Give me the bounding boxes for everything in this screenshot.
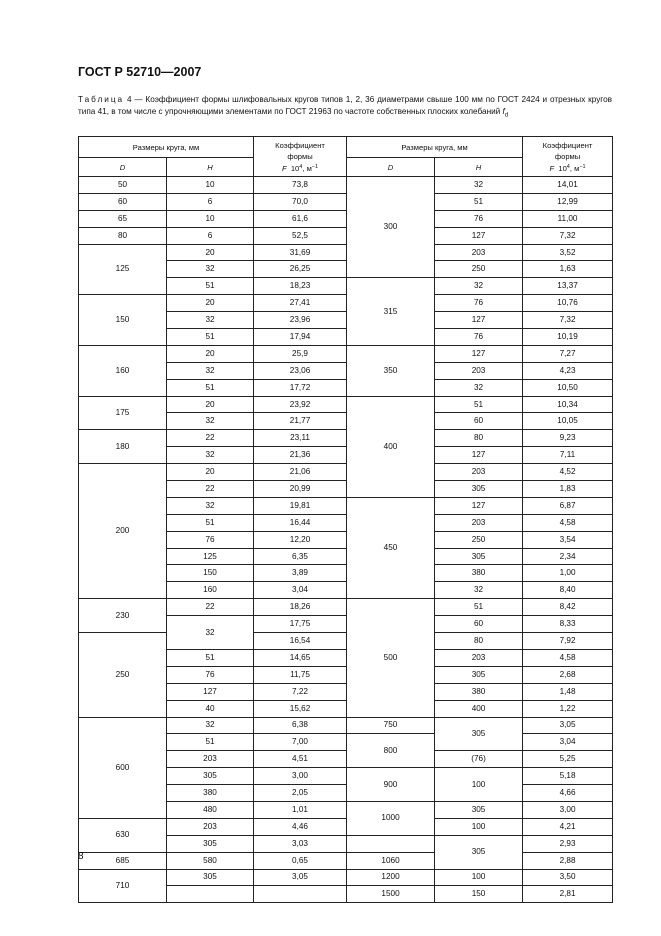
coef-unit-exp: 4 [566, 163, 570, 170]
table-caption [78, 94, 612, 122]
diameter-cell: 180 [79, 430, 167, 464]
height-cell: 203 [435, 649, 523, 666]
height-cell: 203 [167, 751, 254, 768]
table-row [79, 244, 613, 261]
coefficient-cell: 8,42 [523, 599, 613, 616]
coefficient-cell: 1,01 [254, 801, 347, 818]
coefficient-cell: 23,96 [254, 312, 347, 329]
diameter-cell: 300 [347, 177, 435, 278]
coefficient-cell: 17,72 [254, 379, 347, 396]
height-cell: 20 [167, 244, 254, 261]
coefficient-cell: 6,35 [254, 548, 347, 565]
height-cell: 10 [167, 177, 254, 194]
height-cell: 127 [435, 497, 523, 514]
coefficient-cell: 10,05 [523, 413, 613, 430]
height-cell: 10 [167, 210, 254, 227]
height-cell: 480 [167, 801, 254, 818]
height-cell: 380 [435, 565, 523, 582]
coefficient-cell: 21,06 [254, 464, 347, 481]
coef-unit-prefix: 10 [290, 163, 300, 173]
coefficient-cell: 4,21 [523, 818, 613, 835]
coefficient-cell: 27,41 [254, 295, 347, 312]
table-row [79, 227, 613, 244]
caption-symbol: f [502, 107, 505, 116]
diameter-cell: 315 [347, 278, 435, 346]
coef-unit-suffix: , м [569, 163, 580, 173]
diameter-cell: 400 [347, 396, 435, 497]
height-cell: 32 [167, 616, 254, 650]
height-cell: 32 [435, 278, 523, 295]
height-cell: 51 [167, 329, 254, 346]
table-body [79, 177, 613, 903]
coefficient-cell: 4,58 [523, 649, 613, 666]
height-cell: 22 [167, 481, 254, 498]
col-h-header: H [167, 158, 254, 177]
coefficient-cell: 31,69 [254, 244, 347, 261]
height-cell: 305 [167, 768, 254, 785]
height-cell: 32 [167, 447, 254, 464]
height-cell: 305 [167, 835, 254, 852]
table-row [79, 818, 613, 835]
height-cell: 80 [435, 633, 523, 650]
coefficient-cell: 4,46 [254, 818, 347, 835]
diameter-cell: 230 [79, 599, 167, 633]
coefficient-cell: 6,38 [254, 717, 347, 734]
height-cell: 32 [435, 177, 523, 194]
height-cell: 203 [167, 818, 254, 835]
coefficient-cell: 73,8 [254, 177, 347, 194]
coefficient-cell: 3,50 [523, 869, 613, 886]
coefficient-cell: 1,63 [523, 261, 613, 278]
diameter-cell [347, 835, 435, 852]
height-cell: 380 [167, 785, 254, 802]
height-cell: 51 [435, 193, 523, 210]
coefficient-cell: 14,01 [523, 177, 613, 194]
height-cell: 127 [435, 345, 523, 362]
coef-line2: формы [287, 151, 313, 161]
height-cell: 6 [167, 227, 254, 244]
height-cell: 51 [167, 278, 254, 295]
coefficient-cell: 3,00 [254, 768, 347, 785]
diameter-cell: 450 [347, 497, 435, 598]
height-cell: 305 [435, 548, 523, 565]
coefficient-cell: 3,04 [254, 582, 347, 599]
coefficient-cell: 4,23 [523, 362, 613, 379]
height-cell: (76) [435, 751, 523, 768]
table-row [79, 210, 613, 227]
right-coef-header [523, 137, 613, 177]
table-row [79, 396, 613, 413]
height-cell: 150 [435, 886, 523, 903]
coefficient-cell: 3,89 [254, 565, 347, 582]
caption-label: Таблица [78, 95, 125, 104]
height-cell: 160 [167, 582, 254, 599]
height-cell: 32 [167, 497, 254, 514]
coefficient-cell: 26,25 [254, 261, 347, 278]
coef-unit-exp2: −1 [311, 163, 319, 170]
coef-unit-suffix: , м [302, 163, 312, 173]
coefficient-cell: 7,27 [523, 345, 613, 362]
coef-line1: Коэффициент [542, 140, 593, 150]
table-row [79, 869, 613, 886]
coefficient-cell: 10,76 [523, 295, 613, 312]
coefficient-cell: 10,50 [523, 379, 613, 396]
height-cell: 150 [167, 565, 254, 582]
coefficient-cell: 11,75 [254, 666, 347, 683]
coefficient-cell: 21,77 [254, 413, 347, 430]
height-cell: 76 [435, 210, 523, 227]
table-row [79, 193, 613, 210]
coefficient-cell: 52,5 [254, 227, 347, 244]
height-cell: 20 [167, 345, 254, 362]
coefficient-cell: 25,9 [254, 345, 347, 362]
height-cell: 250 [435, 261, 523, 278]
height-cell: 51 [435, 599, 523, 616]
coefficient-cell: 7,11 [523, 447, 613, 464]
diameter-cell: 175 [79, 396, 167, 430]
diameter-cell: 60 [79, 193, 167, 210]
coefficient-cell: 7,92 [523, 633, 613, 650]
coefficient-cell: 20,99 [254, 481, 347, 498]
coefficient-cell: 2,34 [523, 548, 613, 565]
coefficient-cell: 2,81 [523, 886, 613, 903]
height-cell: 32 [167, 717, 254, 734]
coefficient-cell: 23,06 [254, 362, 347, 379]
coefficient-cell: 8,33 [523, 616, 613, 633]
coefficient-cell: 3,54 [523, 531, 613, 548]
height-cell: 305 [435, 481, 523, 498]
table-row [79, 464, 613, 481]
diameter-cell: 630 [79, 818, 167, 852]
height-cell: 60 [435, 616, 523, 633]
coefficient-cell: 17,94 [254, 329, 347, 346]
height-cell: 40 [167, 700, 254, 717]
height-cell: 127 [167, 683, 254, 700]
page-number: 8 [78, 851, 84, 862]
coefficient-cell: 70,0 [254, 193, 347, 210]
col-d-header: D [79, 158, 167, 177]
coefficient-cell: 2,68 [523, 666, 613, 683]
diameter-cell: 1500 [347, 886, 435, 903]
height-cell: 22 [167, 430, 254, 447]
height-cell: 305 [167, 869, 254, 886]
coefficient-cell: 11,00 [523, 210, 613, 227]
height-cell: 127 [435, 447, 523, 464]
height-cell: 100 [435, 818, 523, 835]
height-cell: 20 [167, 396, 254, 413]
table-row [79, 717, 613, 734]
coefficient-cell: 12,20 [254, 531, 347, 548]
right-group-header: Размеры круга, мм [347, 137, 523, 158]
coefficient-cell: 8,40 [523, 582, 613, 599]
height-cell: 203 [435, 464, 523, 481]
coefficient-cell: 7,22 [254, 683, 347, 700]
height-cell [167, 886, 254, 903]
coef-unit-exp2: −1 [579, 163, 586, 170]
height-cell: 127 [435, 227, 523, 244]
coefficient-cell: 1,00 [523, 565, 613, 582]
left-coef-header [254, 137, 347, 177]
height-cell: 32 [435, 582, 523, 599]
table-row [79, 599, 613, 616]
diameter-cell: 900 [347, 768, 435, 802]
diameter-cell: 750 [347, 717, 435, 734]
diameter-cell: 50 [79, 177, 167, 194]
height-cell: 22 [167, 599, 254, 616]
height-cell: 32 [167, 362, 254, 379]
coefficient-cell: 4,51 [254, 751, 347, 768]
coefficient-cell: 16,44 [254, 514, 347, 531]
coef-f: F [549, 163, 555, 173]
height-cell: 127 [435, 312, 523, 329]
coef-f: F [281, 163, 287, 173]
coefficient-cell: 9,23 [523, 430, 613, 447]
diameter-cell: 80 [79, 227, 167, 244]
coefficient-cell: 3,04 [523, 734, 613, 751]
left-group-header: Размеры круга, мм [79, 137, 254, 158]
height-cell: 51 [167, 514, 254, 531]
table-row [79, 295, 613, 312]
height-cell: 305 [435, 717, 523, 751]
height-cell: 32 [167, 312, 254, 329]
coefficient-cell: 6,87 [523, 497, 613, 514]
coefficient-cell: 3,05 [254, 869, 347, 886]
coefficient-cell [254, 886, 347, 903]
coefficient-cell: 3,03 [254, 835, 347, 852]
diameter-cell: 125 [79, 244, 167, 295]
table-row [79, 345, 613, 362]
coefficient-table [78, 136, 613, 903]
coefficient-cell: 13,37 [523, 278, 613, 295]
coefficient-cell: 61,6 [254, 210, 347, 227]
diameter-cell: 600 [79, 717, 167, 818]
coefficient-cell: 5,18 [523, 768, 613, 785]
height-cell: 76 [435, 295, 523, 312]
height-cell: 32 [435, 379, 523, 396]
height-cell: 51 [167, 379, 254, 396]
caption-text: 4 — Коэффициент формы шлифовальных кругов типов 1, 2, 36 диаметрами свыше 100 мм по ГОСТ 2424 и отрезных кругов типа 41, в том числе с упрочняющими элементами по ГОСТ 21963 по частоте собственных плоских колебаний [78, 95, 612, 116]
diameter-cell: 250 [79, 633, 167, 717]
height-cell: 76 [435, 329, 523, 346]
coefficient-cell: 17,75 [254, 616, 347, 633]
height-cell: 250 [435, 531, 523, 548]
height-cell: 380 [435, 683, 523, 700]
diameter-cell: 685 [79, 852, 167, 869]
coefficient-cell: 0,65 [254, 852, 347, 869]
diameter-cell: 1000 [347, 801, 435, 835]
coefficient-cell: 15,62 [254, 700, 347, 717]
coefficient-cell: 4,52 [523, 464, 613, 481]
height-cell: 51 [167, 649, 254, 666]
coefficient-cell: 7,32 [523, 312, 613, 329]
height-cell: 305 [435, 835, 523, 869]
height-cell: 32 [167, 261, 254, 278]
diameter-cell: 1200 [347, 869, 435, 886]
table-row [79, 633, 613, 650]
col-d-header: D [347, 158, 435, 177]
diameter-cell: 800 [347, 734, 435, 768]
height-cell: 203 [435, 514, 523, 531]
coefficient-cell: 21,36 [254, 447, 347, 464]
diameter-cell: 350 [347, 345, 435, 396]
table-row [79, 430, 613, 447]
table-row [79, 177, 613, 194]
height-cell: 203 [435, 244, 523, 261]
height-cell: 20 [167, 295, 254, 312]
coefficient-cell: 1,22 [523, 700, 613, 717]
col-h-header: H [435, 158, 523, 177]
diameter-cell: 1060 [347, 852, 435, 869]
coefficient-cell: 2,93 [523, 835, 613, 852]
coefficient-cell: 16,54 [254, 633, 347, 650]
diameter-cell: 200 [79, 464, 167, 599]
coef-line2: формы [554, 151, 581, 161]
coefficient-cell: 23,11 [254, 430, 347, 447]
height-cell: 305 [435, 666, 523, 683]
coefficient-cell: 14,65 [254, 649, 347, 666]
diameter-cell: 65 [79, 210, 167, 227]
caption-symbol-sub: d [504, 112, 509, 119]
diameter-cell: 500 [347, 599, 435, 717]
coefficient-cell: 3,52 [523, 244, 613, 261]
coefficient-cell: 1,48 [523, 683, 613, 700]
height-cell: 100 [435, 869, 523, 886]
table-row [79, 852, 613, 869]
coefficient-cell: 3,05 [523, 717, 613, 734]
height-cell: 76 [167, 531, 254, 548]
height-cell: 51 [167, 734, 254, 751]
coefficient-cell: 18,23 [254, 278, 347, 295]
coef-unit-prefix: 10 [558, 163, 567, 173]
height-cell: 400 [435, 700, 523, 717]
coefficient-cell: 10,34 [523, 396, 613, 413]
document-header: ГОСТ Р 52710—2007 [78, 65, 202, 79]
coefficient-cell: 12,99 [523, 193, 613, 210]
coefficient-cell: 1,83 [523, 481, 613, 498]
height-cell: 80 [435, 430, 523, 447]
coefficient-cell: 3,00 [523, 801, 613, 818]
coefficient-cell: 2,05 [254, 785, 347, 802]
coefficient-cell: 10,19 [523, 329, 613, 346]
height-cell: 305 [435, 801, 523, 818]
coefficient-cell: 7,32 [523, 227, 613, 244]
coefficient-cell: 2,88 [523, 852, 613, 869]
height-cell: 6 [167, 193, 254, 210]
coefficient-cell: 7,00 [254, 734, 347, 751]
height-cell: 51 [435, 396, 523, 413]
coefficient-cell: 23,92 [254, 396, 347, 413]
height-cell: 580 [167, 852, 254, 869]
coef-unit-exp: 4 [299, 163, 303, 170]
height-cell: 203 [435, 362, 523, 379]
height-cell: 125 [167, 548, 254, 565]
coef-line1: Коэффициент [275, 140, 325, 150]
diameter-cell: 710 [79, 869, 167, 903]
coefficient-cell: 19,81 [254, 497, 347, 514]
height-cell: 76 [167, 666, 254, 683]
height-cell: 32 [167, 413, 254, 430]
coefficient-cell: 4,66 [523, 785, 613, 802]
coefficient-cell: 5,25 [523, 751, 613, 768]
height-cell: 100 [435, 768, 523, 802]
coefficient-cell: 18,26 [254, 599, 347, 616]
height-cell: 20 [167, 464, 254, 481]
coefficient-cell: 4,58 [523, 514, 613, 531]
diameter-cell: 150 [79, 295, 167, 346]
diameter-cell: 160 [79, 345, 167, 396]
height-cell: 60 [435, 413, 523, 430]
